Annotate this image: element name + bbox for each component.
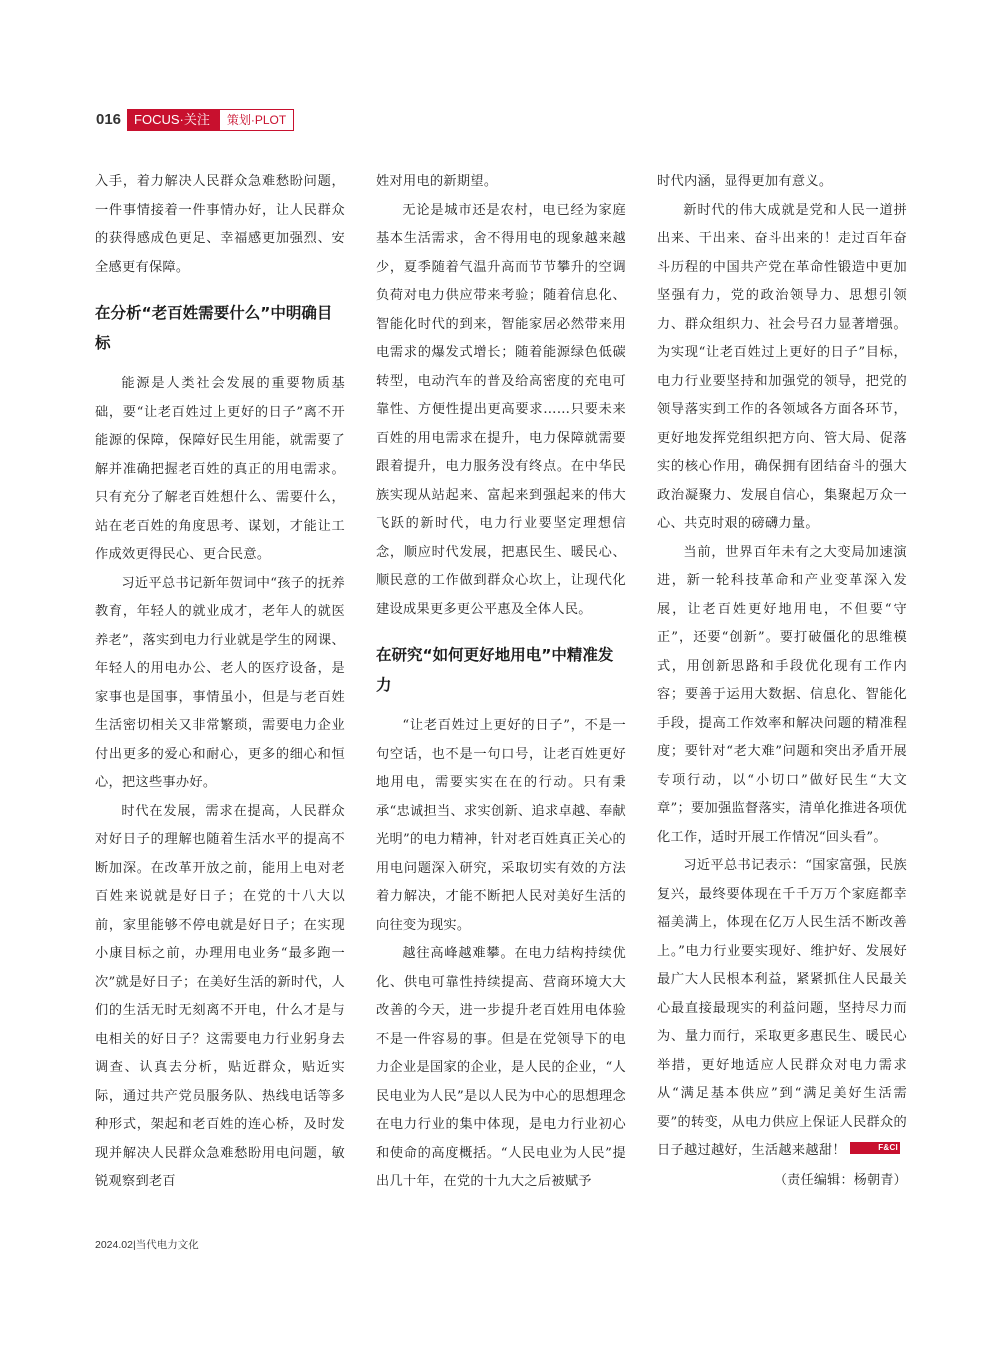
section-heading: 在分析“老百姓需要什么”中明确目标 xyxy=(95,304,333,352)
paragraph: 时代在发展，需求在提高，人民群众对好日子的理解也随着生活水平的提高不断加深。在改革开放之前，能用上电对老百姓来说就是好日子；在党的十八大以前，家里能够不停电就是好日子；在实现小康目标之前，办理用电业务“最多跑一次”就是好日子；在美好生活的新时代，人们的生活无时无刻离不开电，什么才是与电相关的好日子？这需要电力行业躬身去调查、认真去分析，贴近群众，贴近实际，通过共产党员服务队、热线电话等多种形式，架起和老百姓的连心桥，及时发现并解决人民群众急难愁盼用电问题，敏锐观察到老百 xyxy=(95,803,345,1189)
end-mark-logo: F&CI xyxy=(850,1142,900,1154)
paragraph: 能源是人类社会发展的重要物质基础，要“让老百姓过上更好的日子”离不开能源的保障，保障好民生用能，就需要了解并准确把握老百姓的真正的用电需求。只有充分了解老百姓想什么、需要什么，站在老百姓的角度思考、谋划，才能让工作成效更得民心、更合民意。 xyxy=(95,376,345,562)
paragraph: 入手，着力解决人民群众急难愁盼问题，一件事情接着一件事情办好，让人民群众的获得感成色更足、幸福感更加强烈、安全感更有保障。 xyxy=(95,174,345,275)
footer-separator: | xyxy=(132,1239,136,1251)
column-2 xyxy=(376,168,626,1197)
column-1 xyxy=(95,168,345,1197)
page-header xyxy=(96,109,294,131)
page-number: 016 xyxy=(96,111,122,128)
paragraph: 越往高峰越难攀。在电力结构持续优化、供电可靠性持续提高、营商环境大大改善的今天，进一步提升老百姓用电体验不是一件容易的事。但是在党领导下的电力企业是国家的企业，是人民的企业，“人民电业为人民”是以人民为中心的思想理念在电力行业的集中体现，是电力行业初心和使命的高度概括。“人民电业为人民”提出几十年，在党的十九大之后被赋予 xyxy=(376,946,626,1189)
paragraph: 习近平总书记新年贺词中“孩子的抚养教育，年轻人的就业成才，老年人的就医养老”，落实到电力行业就是学生的网课、年轻人的用电办公、老人的医疗设备，是家事也是国事，事情虽小，但是与老百姓生活密切相关又非常繁琐，需要电力企业付出更多的爱心和耐心，更多的细心和恒心，把这些事办好。 xyxy=(95,575,345,790)
paragraph: 无论是城市还是农村，电已经为家庭基本生活需求，舍不得用电的现象越来越少，夏季随着气温升高而节节攀升的空调负荷对电力供应带来考验；随着信息化、智能化时代的到来，智能家居必然带来用电需求的爆发式增长；随着能源绿色低碳转型，电动汽车的普及给高密度的充电可靠性、方便性提出更高要求……只要未来百姓的用电需求在提升，电力保障就需要跟着提升，电力服务没有终点。在中华民族实现从站起来、富起来到强起来的伟大飞跃的新时代，电力行业要坚定理想信念，顺应时代发展，把惠民生、暖民心、顺民意的工作做到群众心坎上，让现代化建设成果更多更公平惠及全体人民。 xyxy=(376,202,626,617)
subsection-label: 策划·PLOT xyxy=(219,109,294,131)
paragraph: 当前，世界百年未有之大变局加速演进，新一轮科技革命和产业变革深入发展，让老百姓更好地用电，不但要“守正”，还要“创新”。要打破僵化的思维模式，用创新思路和手段优化现有工作内容；要善于运用大数据、信息化、智能化手段，提高工作效率和解决问题的精准程度；要针对“老大难”问题和突出矛盾开展专项行动，以“小切口”做好民生“大文章”；要加强监督落实，清单化推进各项优化工作，适时开展工作情况“回头看”。 xyxy=(657,544,907,845)
paragraph: 姓对用电的新期望。 xyxy=(376,174,498,189)
issue-date: 2024.02 xyxy=(95,1239,133,1251)
editor-credit: （责任编辑：杨朝青） xyxy=(773,1172,907,1188)
paragraph: “让老百姓过上更好的日子”，不是一句空话，也不是一句口号，让老百姓更好地用电，需要实实在在的行动。只有秉承“忠诚担当、求实创新、追求卓越、奉献光明”的电力精神，针对老百姓真正关心的用电问题深入研究，采取切实有效的方法着力解决，才能不断把人民对美好生活的向往变为现实。 xyxy=(376,718,626,933)
column-3 xyxy=(657,168,907,1194)
paragraph-text: 习近平总书记表示：“国家富强，民族复兴，最终要体现在千千万万个家庭都幸福美满上，体现在亿万人民生活不断改善上。”电力行业要实现好、维护好、发展好最广大人民根本利益，紧紧抓住人民最关心最直接最现实的利益问题，坚持尽力而为、量力而行，采取更多惠民生、暖民心举措，更好地适应人民群众对电力需求从“满足基本供应”到“满足美好生活需要”的转变，从电力供应上保证人民群众的日子越过越好，生活越来越甜！ xyxy=(657,858,907,1158)
section-heading: 在研究“如何更好地用电”中精准发力 xyxy=(376,646,614,694)
magazine-name: 当代电力文化 xyxy=(135,1239,199,1251)
paragraph: 新时代的伟大成就是党和人民一道拼出来、干出来、奋斗出来的！走过百年奋斗历程的中国共产党在革命性锻造中更加坚强有力，党的政治领导力、思想引领力、群众组织力、社会号召力显著增强。为实现“让老百姓过上更好的日子”目标，电力行业要坚持和加强党的领导，把党的领导落实到工作的各领域各方面各环节，更好地发挥党组织把方向、管大局、促落实的核心作用，确保拥有团结奋斗的强大政治凝聚力、发展自信心，集聚起万众一心、共克时艰的磅礴力量。 xyxy=(657,202,907,531)
page-footer xyxy=(95,1237,199,1252)
section-label: FOCUS·关注 xyxy=(127,109,219,131)
paragraph-final xyxy=(657,852,907,1166)
paragraph: 时代内涵，显得更加有意义。 xyxy=(657,174,833,189)
